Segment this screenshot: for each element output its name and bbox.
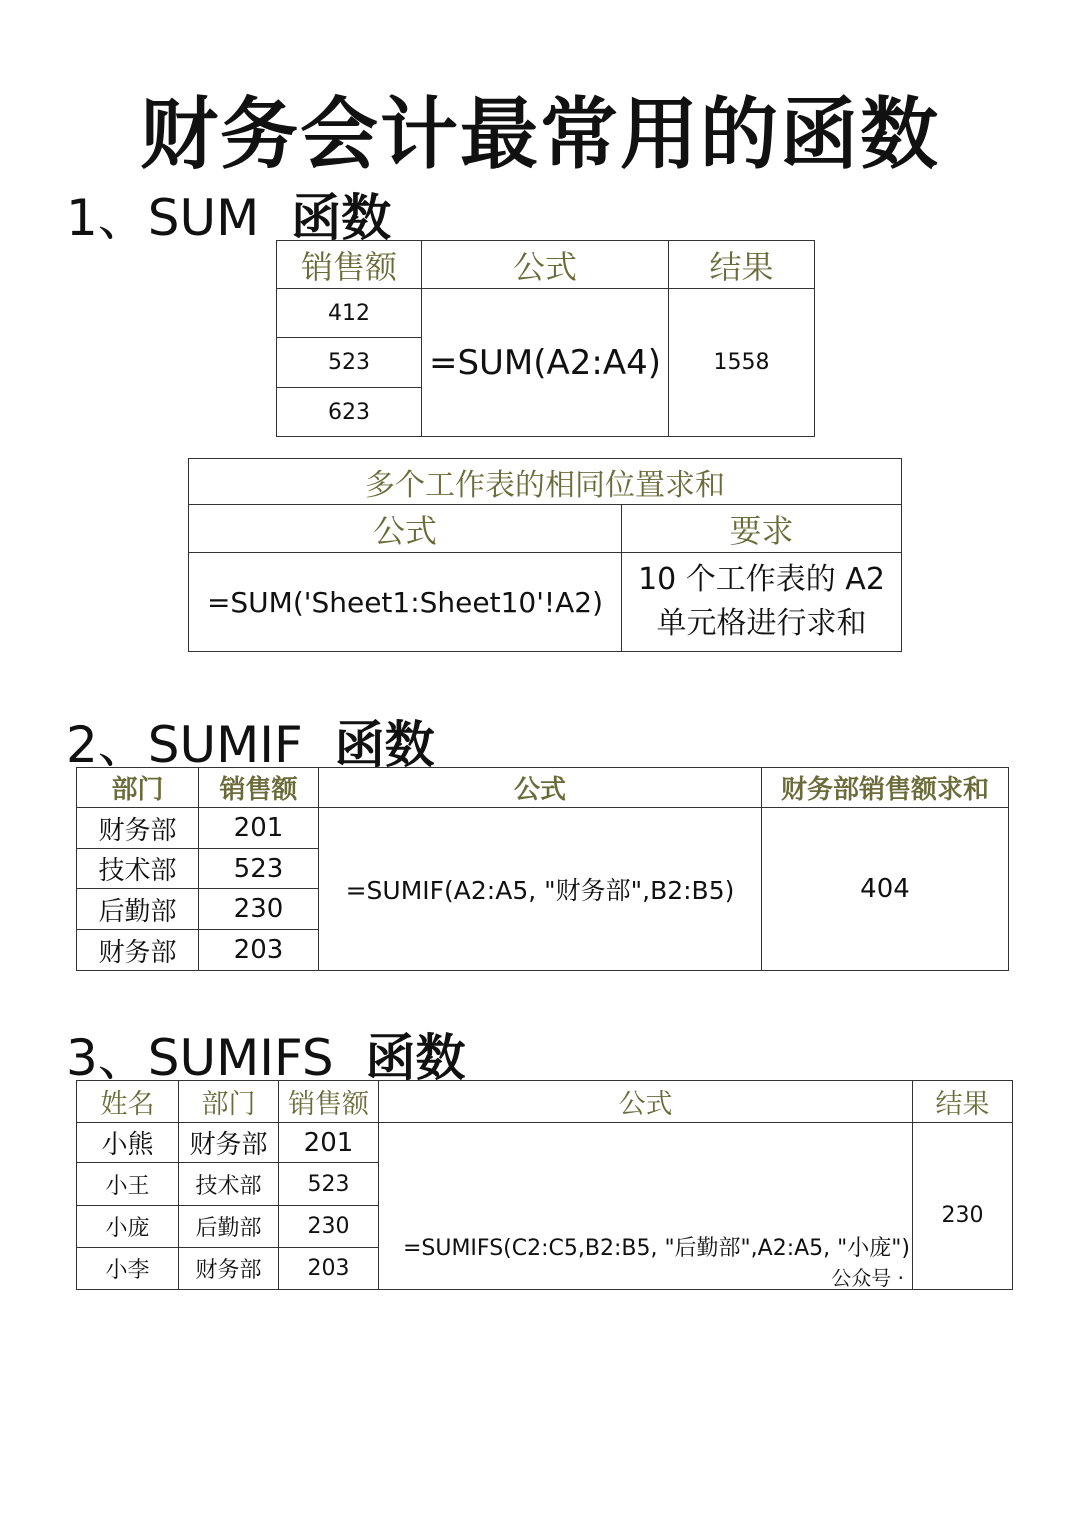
sumif-sales-cell: 203 — [199, 930, 319, 971]
sumifs-header-sales: 销售额 — [279, 1081, 379, 1123]
section-1-heading-num: 1、SUM — [66, 189, 260, 247]
section-3-heading-fn: 函数 — [365, 1029, 466, 1087]
sumif-header-formula: 公式 — [319, 768, 762, 808]
sum-header-result: 结果 — [669, 241, 815, 289]
sumifs-sales-cell: 523 — [279, 1163, 379, 1206]
section-3-heading-num: 3、SUMIFS — [66, 1029, 334, 1087]
sumif-sales-cell: 230 — [199, 889, 319, 930]
sum-table — [276, 240, 815, 437]
section-2-heading-num: 2、SUMIF — [66, 716, 303, 774]
sumif-dept-cell: 技术部 — [77, 849, 199, 889]
sum-value-cell: 412 — [277, 289, 422, 338]
requirement-line-1: 10 个工作表的 A2 — [638, 562, 885, 597]
sum-header-formula: 公式 — [422, 241, 669, 289]
sum-value-cell: 523 — [277, 338, 422, 388]
sumifs-sales-cell: 201 — [279, 1123, 379, 1163]
sum-result-cell: 1558 — [669, 289, 815, 437]
sumifs-sales-cell: 230 — [279, 1206, 379, 1248]
sumifs-header-result: 结果 — [913, 1081, 1013, 1123]
sumifs-formula-text: =SUMIFS(C2:C5,B2:B5, "后勤部",A2:A5, "小庞") — [402, 1236, 910, 1261]
sumifs-result-cell: 230 — [913, 1123, 1013, 1290]
requirement-line-2: 单元格进行求和 — [656, 606, 867, 641]
sum-header-sales: 销售额 — [277, 241, 422, 289]
multisheet-requirement-cell — [622, 553, 902, 652]
sumif-dept-cell: 财务部 — [77, 808, 199, 849]
sum-formula-cell: =SUM(A2:A4) — [422, 289, 669, 437]
sumifs-formula-cell — [379, 1123, 913, 1290]
multisheet-formula-cell: =SUM('Sheet1:Sheet10'!A2) — [189, 553, 622, 652]
sumifs-sales-cell: 203 — [279, 1248, 379, 1290]
sumifs-dept-cell: 技术部 — [179, 1163, 279, 1206]
sumifs-header-dept: 部门 — [179, 1081, 279, 1123]
sumifs-dept-cell: 财务部 — [179, 1248, 279, 1290]
sumifs-name-cell: 小李 — [77, 1248, 179, 1290]
sumif-sales-cell: 523 — [199, 849, 319, 889]
watermark-text: 公众号 · — [831, 1266, 904, 1290]
sumifs-name-cell: 小王 — [77, 1163, 179, 1206]
sumifs-name-cell: 小熊 — [77, 1123, 179, 1163]
sumifs-header-formula: 公式 — [379, 1081, 913, 1123]
section-1-heading-fn: 函数 — [291, 189, 392, 247]
sumifs-dept-cell: 后勤部 — [179, 1206, 279, 1248]
sumif-result-cell: 404 — [762, 808, 1009, 971]
sumif-dept-cell: 财务部 — [77, 930, 199, 971]
page-title: 财务会计最常用的函数 — [139, 90, 940, 180]
multisheet-header-requirement: 要求 — [622, 505, 902, 553]
multisheet-caption: 多个工作表的相同位置求和 — [189, 459, 902, 505]
sumifs-header-name: 姓名 — [77, 1081, 179, 1123]
sumif-formula-cell: =SUMIF(A2:A5, "财务部",B2:B5) — [319, 808, 762, 971]
sumif-sales-cell: 201 — [199, 808, 319, 849]
sum-multisheet-table — [188, 458, 902, 652]
multisheet-header-formula: 公式 — [189, 505, 622, 553]
sumifs-dept-cell: 财务部 — [179, 1123, 279, 1163]
sumif-header-result: 财务部销售额求和 — [762, 768, 1009, 808]
sumif-table — [76, 767, 1009, 971]
sumif-dept-cell: 后勤部 — [77, 889, 199, 930]
sumif-header-sales: 销售额 — [199, 768, 319, 808]
section-2-heading-fn: 函数 — [334, 716, 435, 774]
sumifs-table — [76, 1080, 1013, 1290]
sum-value-cell: 623 — [277, 388, 422, 437]
sumifs-name-cell: 小庞 — [77, 1206, 179, 1248]
sumif-header-dept: 部门 — [77, 768, 199, 808]
